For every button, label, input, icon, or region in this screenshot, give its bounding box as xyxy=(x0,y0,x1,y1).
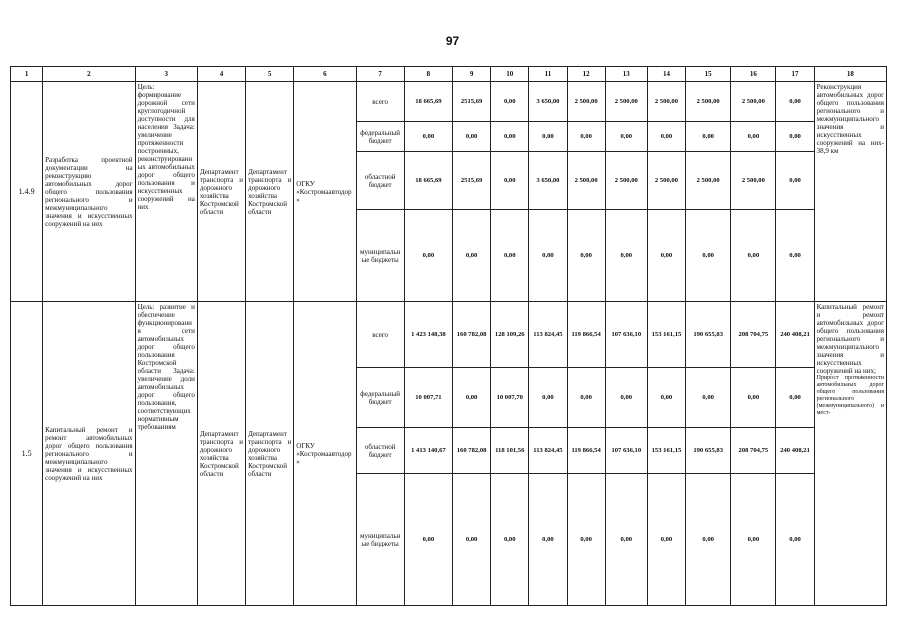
funding-source: федеральный бюджет xyxy=(356,122,404,152)
expected-result-text: Капитальный ремонт и ремонт автомобильных дорог общего пользования регионального и межмуниципального значения и искусственных сооружений на них; xyxy=(816,303,884,375)
funding-value: 119 866,54 xyxy=(567,302,605,368)
funding-value: 0,00 xyxy=(776,368,814,428)
funding-value: 18 665,69 xyxy=(404,152,452,210)
funds-recipient: ОГКУ «Костромаавтодор» xyxy=(294,82,356,302)
funding-value: 0,00 xyxy=(404,122,452,152)
funding-source: областной бюджет xyxy=(356,428,404,474)
column-number: 7 xyxy=(356,67,404,82)
funding-value: 0,00 xyxy=(686,122,731,152)
funding-value: 2 500,00 xyxy=(731,152,776,210)
column-number: 2 xyxy=(43,67,135,82)
funding-value: 0,00 xyxy=(453,474,491,606)
column-number: 3 xyxy=(135,67,197,82)
row-name: Капитальный ремонт и ремонт автомобильных дорог общего пользования регионального и межмуниципального значения и искусственных сооружений на них xyxy=(43,302,135,606)
row-goal: Цель: формирование дорожной сети круглогодичной доступности для населения Задача: увеличение протяженности построенных, реконструированных автомобильных дорог общего пользования и искусственных сооружений на них xyxy=(135,82,197,302)
funding-value: 0,00 xyxy=(529,210,567,302)
funding-value: 113 824,45 xyxy=(529,302,567,368)
funding-value: 0,00 xyxy=(491,152,529,210)
funding-value: 2 500,00 xyxy=(647,152,685,210)
column-number: 10 xyxy=(491,67,529,82)
column-number: 8 xyxy=(404,67,452,82)
funding-value: 1 423 148,38 xyxy=(404,302,452,368)
co-executor: Департамент транспорта и дорожного хозяйства Костромской области xyxy=(246,82,294,302)
column-number: 13 xyxy=(605,67,647,82)
funding-value: 107 636,10 xyxy=(605,428,647,474)
funding-source: федеральный бюджет xyxy=(356,368,404,428)
column-number: 18 xyxy=(814,67,886,82)
funding-value: 119 866,54 xyxy=(567,428,605,474)
funding-value: 2515,69 xyxy=(453,82,491,122)
funding-value: 107 636,10 xyxy=(605,302,647,368)
funding-value: 0,00 xyxy=(605,210,647,302)
column-number: 12 xyxy=(567,67,605,82)
funding-value: 153 161,15 xyxy=(647,428,685,474)
funding-value: 10 007,71 xyxy=(404,368,452,428)
funds-recipient: ОГКУ «Костромаавтодор» xyxy=(294,302,356,606)
funding-value: 2 500,00 xyxy=(605,82,647,122)
funding-value: 2 500,00 xyxy=(647,82,685,122)
row-goal: Цель: развитие и обеспечение функционирования сети автомобильных дорог общего пользования Костромской области Задача: увеличение доли автомобильных дорог общего пользования, соответствующих нормативным требованиям xyxy=(135,302,197,606)
column-number: 6 xyxy=(294,67,356,82)
funding-value: 0,00 xyxy=(731,474,776,606)
column-number: 9 xyxy=(453,67,491,82)
funding-value: 0,00 xyxy=(776,122,814,152)
column-number: 16 xyxy=(731,67,776,82)
funding-value: 3 650,00 xyxy=(529,152,567,210)
funding-value: 240 408,21 xyxy=(776,302,814,368)
funding-value: 2 500,00 xyxy=(605,152,647,210)
funding-value: 0,00 xyxy=(453,122,491,152)
funding-value: 2 500,00 xyxy=(567,152,605,210)
expected-result-text: Реконструкция автомобильных дорог общего пользования регионального и межмуниципального значения и искусственных сооружений на них- 38,9 км xyxy=(816,83,884,155)
funding-source: всего xyxy=(356,302,404,368)
funding-value: 2515,69 xyxy=(453,152,491,210)
funding-value: 2 500,00 xyxy=(686,152,731,210)
funding-value: 1 413 140,67 xyxy=(404,428,452,474)
funding-value: 0,00 xyxy=(647,122,685,152)
funding-value: 0,00 xyxy=(647,210,685,302)
funding-source: муниципальные бюджеты xyxy=(356,474,404,606)
funding-value: 0,00 xyxy=(567,122,605,152)
row-code: 1.5 xyxy=(11,302,43,606)
funding-value: 0,00 xyxy=(647,474,685,606)
column-number: 11 xyxy=(529,67,567,82)
funding-value: 0,00 xyxy=(686,474,731,606)
funding-value: 0,00 xyxy=(686,368,731,428)
funding-value: 0,00 xyxy=(605,368,647,428)
funding-value: 0,00 xyxy=(567,474,605,606)
column-number: 4 xyxy=(197,67,245,82)
funding-source: всего xyxy=(356,82,404,122)
funding-value: 2 500,00 xyxy=(567,82,605,122)
funding-value: 0,00 xyxy=(731,368,776,428)
funding-value: 0,00 xyxy=(529,368,567,428)
funding-value: 0,00 xyxy=(567,368,605,428)
funding-value: 0,00 xyxy=(776,210,814,302)
funding-value: 10 007,70 xyxy=(491,368,529,428)
funding-value: 0,00 xyxy=(605,122,647,152)
funding-value: 0,00 xyxy=(776,152,814,210)
funding-value: 160 782,08 xyxy=(453,302,491,368)
funding-value: 0,00 xyxy=(776,474,814,606)
funding-value: 208 704,75 xyxy=(731,302,776,368)
column-number: 5 xyxy=(246,67,294,82)
column-number-row xyxy=(11,67,887,82)
table-row xyxy=(11,82,887,122)
funding-value: 190 655,83 xyxy=(686,428,731,474)
funding-value: 0,00 xyxy=(453,210,491,302)
funding-value: 0,00 xyxy=(529,474,567,606)
funding-value: 0,00 xyxy=(731,210,776,302)
funding-value: 0,00 xyxy=(404,210,452,302)
row-code: 1.4.9 xyxy=(11,82,43,302)
funding-value: 0,00 xyxy=(491,122,529,152)
column-number: 17 xyxy=(776,67,814,82)
funding-value: 113 824,45 xyxy=(529,428,567,474)
program-table xyxy=(10,66,887,606)
page-number: 97 xyxy=(445,34,460,48)
column-number: 15 xyxy=(686,67,731,82)
funding-value: 0,00 xyxy=(453,368,491,428)
funding-value: 0,00 xyxy=(567,210,605,302)
funding-value: 160 782,08 xyxy=(453,428,491,474)
funding-value: 153 161,15 xyxy=(647,302,685,368)
funding-source: областной бюджет xyxy=(356,152,404,210)
funding-value: 0,00 xyxy=(776,82,814,122)
co-executor: Департамент транспорта и дорожного хозяйства Костромской области xyxy=(246,302,294,606)
funding-value: 2 500,00 xyxy=(731,82,776,122)
funding-value: 208 704,75 xyxy=(731,428,776,474)
funding-value: 3 650,00 xyxy=(529,82,567,122)
funding-value: 2 500,00 xyxy=(686,82,731,122)
funding-value: 0,00 xyxy=(404,474,452,606)
funding-value: 128 109,26 xyxy=(491,302,529,368)
expected-result xyxy=(814,82,886,302)
funding-source: муниципальные бюджеты xyxy=(356,210,404,302)
funding-value: 118 101,56 xyxy=(491,428,529,474)
funding-value: 0,00 xyxy=(491,474,529,606)
row-name: Разработка проектной документации на реконструкцию автомобильных дорог общего пользования регионального и межмуниципального значения и искусственных сооружений на них xyxy=(43,82,135,302)
column-number: 1 xyxy=(11,67,43,82)
funding-value: 18 665,69 xyxy=(404,82,452,122)
funding-value: 0,00 xyxy=(647,368,685,428)
funding-value: 0,00 xyxy=(731,122,776,152)
funding-value: 0,00 xyxy=(605,474,647,606)
expected-result-extra: Прирост протяженности автомобильных дорог общего пользования регионального (межмуниципального) и мест- xyxy=(816,375,884,416)
expected-result xyxy=(814,302,886,606)
funding-value: 240 408,21 xyxy=(776,428,814,474)
responsible-executor: Департамент транспорта и дорожного хозяйства Костромской области xyxy=(197,302,245,606)
funding-value: 0,00 xyxy=(491,82,529,122)
funding-value: 190 655,83 xyxy=(686,302,731,368)
funding-value: 0,00 xyxy=(686,210,731,302)
responsible-executor: Департамент транспорта и дорожного хозяйства Костромской области xyxy=(197,82,245,302)
funding-value: 0,00 xyxy=(491,210,529,302)
funding-value: 0,00 xyxy=(529,122,567,152)
column-number: 14 xyxy=(647,67,685,82)
table-row xyxy=(11,302,887,368)
